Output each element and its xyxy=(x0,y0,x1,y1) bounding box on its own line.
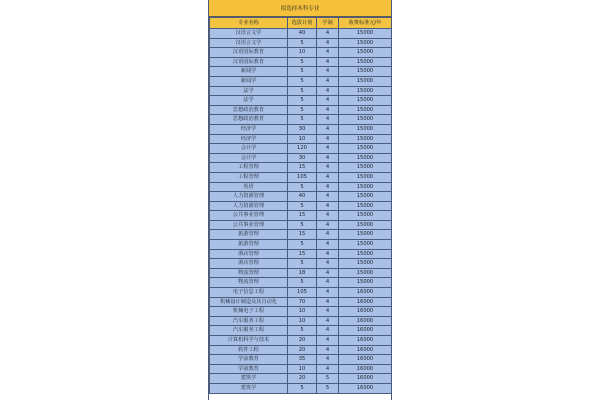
cell-major-name: 旅游管理 xyxy=(210,230,288,240)
cell-plan: 5 xyxy=(288,240,317,250)
cell-major-name: 工程管理 xyxy=(210,163,288,173)
cell-major-name: 汽车服务工程 xyxy=(210,316,288,326)
cell-years: 4 xyxy=(317,316,339,326)
cell-plan: 40 xyxy=(288,192,317,202)
cell-major-name: 公共事业管理 xyxy=(210,220,288,230)
cell-major-name: 思想政治教育 xyxy=(210,105,288,115)
cell-fee: 15000 xyxy=(339,105,392,115)
cell-plan: 20 xyxy=(288,374,317,384)
cell-plan: 5 xyxy=(288,38,317,48)
table-row xyxy=(210,268,392,278)
cell-fee: 15000 xyxy=(339,182,392,192)
table-row xyxy=(210,201,392,211)
cell-major-name: 软件工程 xyxy=(210,345,288,355)
cell-major-name: 英语 xyxy=(210,182,288,192)
cell-years: 4 xyxy=(317,29,339,39)
table-row xyxy=(210,96,392,106)
cell-major-name: 会计学 xyxy=(210,153,288,163)
cell-plan: 5 xyxy=(288,57,317,67)
cell-major-name: 建筑学 xyxy=(210,383,288,393)
table-row xyxy=(210,38,392,48)
cell-plan: 5 xyxy=(288,278,317,288)
cell-years: 4 xyxy=(317,297,339,307)
table-row xyxy=(210,345,392,355)
cell-fee: 15000 xyxy=(339,124,392,134)
cell-plan: 15 xyxy=(288,230,317,240)
table-row xyxy=(210,278,392,288)
cell-plan: 18 xyxy=(288,268,317,278)
cell-years: 4 xyxy=(317,182,339,192)
cell-plan: 5 xyxy=(288,86,317,96)
cell-major-name: 工程管理 xyxy=(210,172,288,182)
table-row xyxy=(210,124,392,134)
cell-years: 4 xyxy=(317,240,339,250)
cell-major-name: 经济学 xyxy=(210,134,288,144)
cell-years: 4 xyxy=(317,134,339,144)
cell-fee: 15000 xyxy=(339,211,392,221)
table-row xyxy=(210,115,392,125)
cell-fee: 16000 xyxy=(339,383,392,393)
cell-major-name: 汽车服务工程 xyxy=(210,326,288,336)
cell-plan: 5 xyxy=(288,76,317,86)
cell-major-name: 建筑学 xyxy=(210,374,288,384)
cell-plan: 40 xyxy=(288,29,317,39)
table-row xyxy=(210,144,392,154)
cell-years: 5 xyxy=(317,383,339,393)
cell-plan: 10 xyxy=(288,307,317,317)
cell-plan: 10 xyxy=(288,134,317,144)
cell-years: 4 xyxy=(317,144,339,154)
cell-fee: 15000 xyxy=(339,76,392,86)
table-row xyxy=(210,307,392,317)
cell-major-name: 酒店管理 xyxy=(210,259,288,269)
cell-fee: 15000 xyxy=(339,67,392,77)
cell-years: 4 xyxy=(317,220,339,230)
cell-fee: 15000 xyxy=(339,192,392,202)
cell-fee: 16000 xyxy=(339,307,392,317)
cell-major-name: 物流管理 xyxy=(210,278,288,288)
cell-major-name: 学前教育 xyxy=(210,355,288,365)
cell-years: 4 xyxy=(317,76,339,86)
cell-fee: 16000 xyxy=(339,355,392,365)
cell-years: 4 xyxy=(317,124,339,134)
spreadsheet xyxy=(208,0,392,400)
cell-fee: 15000 xyxy=(339,201,392,211)
header-major-name: 专业名称 xyxy=(210,18,288,29)
cell-fee: 16000 xyxy=(339,336,392,346)
cell-major-name: 物流管理 xyxy=(210,268,288,278)
table-row xyxy=(210,297,392,307)
cell-major-name: 汉语言文学 xyxy=(210,38,288,48)
cell-major-name: 思想政治教育 xyxy=(210,115,288,125)
cell-plan: 105 xyxy=(288,288,317,298)
cell-fee: 15000 xyxy=(339,153,392,163)
cell-plan: 35 xyxy=(288,355,317,365)
cell-major-name: 会计学 xyxy=(210,144,288,154)
cell-plan: 5 xyxy=(288,96,317,106)
cell-fee: 15000 xyxy=(339,86,392,96)
cell-years: 4 xyxy=(317,307,339,317)
cell-years: 4 xyxy=(317,364,339,374)
table-row xyxy=(210,67,392,77)
cell-plan: 20 xyxy=(288,336,317,346)
cell-major-name: 酒店管理 xyxy=(210,249,288,259)
cell-years: 4 xyxy=(317,67,339,77)
cell-years: 4 xyxy=(317,192,339,202)
cell-fee: 15000 xyxy=(339,278,392,288)
majors-table xyxy=(209,17,392,394)
cell-fee: 16000 xyxy=(339,374,392,384)
cell-years: 4 xyxy=(317,115,339,125)
cell-plan: 120 xyxy=(288,144,317,154)
header-plan: 选拔计划 xyxy=(288,18,317,29)
table-row xyxy=(210,364,392,374)
cell-years: 4 xyxy=(317,163,339,173)
cell-years: 4 xyxy=(317,249,339,259)
cell-fee: 15000 xyxy=(339,268,392,278)
cell-years: 4 xyxy=(317,259,339,269)
table-row xyxy=(210,134,392,144)
table-row xyxy=(210,211,392,221)
cell-fee: 16000 xyxy=(339,326,392,336)
cell-plan: 15 xyxy=(288,249,317,259)
cell-years: 4 xyxy=(317,57,339,67)
table-row xyxy=(210,326,392,336)
cell-major-name: 新闻学 xyxy=(210,67,288,77)
cell-years: 4 xyxy=(317,105,339,115)
cell-plan: 5 xyxy=(288,67,317,77)
cell-fee: 15000 xyxy=(339,134,392,144)
cell-major-name: 机械电子工程 xyxy=(210,307,288,317)
cell-years: 4 xyxy=(317,211,339,221)
cell-years: 4 xyxy=(317,336,339,346)
cell-fee: 15000 xyxy=(339,29,392,39)
table-row xyxy=(210,163,392,173)
cell-major-name: 汉语言文学 xyxy=(210,29,288,39)
cell-major-name: 旅游管理 xyxy=(210,240,288,250)
cell-major-name: 新闻学 xyxy=(210,76,288,86)
cell-plan: 5 xyxy=(288,182,317,192)
cell-major-name: 学前教育 xyxy=(210,364,288,374)
cell-years: 5 xyxy=(317,374,339,384)
cell-plan: 10 xyxy=(288,316,317,326)
cell-fee: 15000 xyxy=(339,48,392,58)
header-years: 学制 xyxy=(317,18,339,29)
cell-fee: 15000 xyxy=(339,57,392,67)
table-title: 拟选择本科专业 xyxy=(209,0,391,17)
cell-fee: 15000 xyxy=(339,259,392,269)
table-row xyxy=(210,240,392,250)
cell-plan: 5 xyxy=(288,105,317,115)
cell-fee: 16000 xyxy=(339,297,392,307)
cell-fee: 16000 xyxy=(339,364,392,374)
cell-major-name: 人力资源管理 xyxy=(210,201,288,211)
cell-fee: 15000 xyxy=(339,230,392,240)
cell-years: 4 xyxy=(317,86,339,96)
cell-fee: 16000 xyxy=(339,288,392,298)
cell-major-name: 电子信息工程 xyxy=(210,288,288,298)
table-row xyxy=(210,105,392,115)
cell-years: 4 xyxy=(317,153,339,163)
cell-fee: 15000 xyxy=(339,144,392,154)
table-row xyxy=(210,220,392,230)
cell-plan: 10 xyxy=(288,364,317,374)
cell-plan: 30 xyxy=(288,124,317,134)
table-row xyxy=(210,230,392,240)
cell-years: 4 xyxy=(317,201,339,211)
table-row xyxy=(210,192,392,202)
cell-fee: 15000 xyxy=(339,163,392,173)
cell-years: 4 xyxy=(317,278,339,288)
cell-major-name: 人力资源管理 xyxy=(210,192,288,202)
cell-fee: 15000 xyxy=(339,249,392,259)
cell-major-name: 经济学 xyxy=(210,124,288,134)
cell-fee: 15000 xyxy=(339,240,392,250)
cell-fee: 15000 xyxy=(339,96,392,106)
cell-major-name: 公共事业管理 xyxy=(210,211,288,221)
cell-plan: 5 xyxy=(288,259,317,269)
cell-years: 4 xyxy=(317,48,339,58)
cell-major-name: 计算机科学与技术 xyxy=(210,336,288,346)
cell-major-name: 机械设计制造及其自动化 xyxy=(210,297,288,307)
cell-major-name: 汉语国际教育 xyxy=(210,48,288,58)
cell-years: 4 xyxy=(317,172,339,182)
table-row xyxy=(210,182,392,192)
cell-plan: 5 xyxy=(288,201,317,211)
cell-years: 4 xyxy=(317,96,339,106)
table-row xyxy=(210,29,392,39)
cell-fee: 15000 xyxy=(339,220,392,230)
cell-plan: 15 xyxy=(288,211,317,221)
cell-years: 4 xyxy=(317,345,339,355)
table-row xyxy=(210,316,392,326)
cell-years: 4 xyxy=(317,355,339,365)
cell-fee: 15000 xyxy=(339,38,392,48)
cell-years: 4 xyxy=(317,288,339,298)
table-row xyxy=(210,336,392,346)
table-row xyxy=(210,172,392,182)
table-row xyxy=(210,76,392,86)
cell-major-name: 法学 xyxy=(210,96,288,106)
table-row xyxy=(210,383,392,393)
cell-fee: 15000 xyxy=(339,172,392,182)
header-fee: 收费标准元/年 xyxy=(339,18,392,29)
table-row xyxy=(210,57,392,67)
table-row xyxy=(210,374,392,384)
table-row xyxy=(210,259,392,269)
cell-plan: 10 xyxy=(288,48,317,58)
table-row xyxy=(210,355,392,365)
cell-major-name: 法学 xyxy=(210,86,288,96)
cell-plan: 30 xyxy=(288,153,317,163)
cell-fee: 16000 xyxy=(339,316,392,326)
cell-years: 4 xyxy=(317,326,339,336)
cell-plan: 20 xyxy=(288,345,317,355)
cell-plan: 5 xyxy=(288,220,317,230)
table-row xyxy=(210,288,392,298)
table-row xyxy=(210,153,392,163)
table-row xyxy=(210,48,392,58)
table-row xyxy=(210,86,392,96)
table-row xyxy=(210,249,392,259)
header-row xyxy=(210,18,392,29)
cell-years: 4 xyxy=(317,268,339,278)
cell-fee: 16000 xyxy=(339,345,392,355)
cell-fee: 15000 xyxy=(339,115,392,125)
cell-plan: 5 xyxy=(288,326,317,336)
cell-major-name: 汉语国际教育 xyxy=(210,57,288,67)
cell-plan: 5 xyxy=(288,115,317,125)
cell-plan: 70 xyxy=(288,297,317,307)
cell-years: 4 xyxy=(317,38,339,48)
cell-plan: 105 xyxy=(288,172,317,182)
cell-years: 4 xyxy=(317,230,339,240)
cell-plan: 5 xyxy=(288,383,317,393)
cell-plan: 15 xyxy=(288,163,317,173)
